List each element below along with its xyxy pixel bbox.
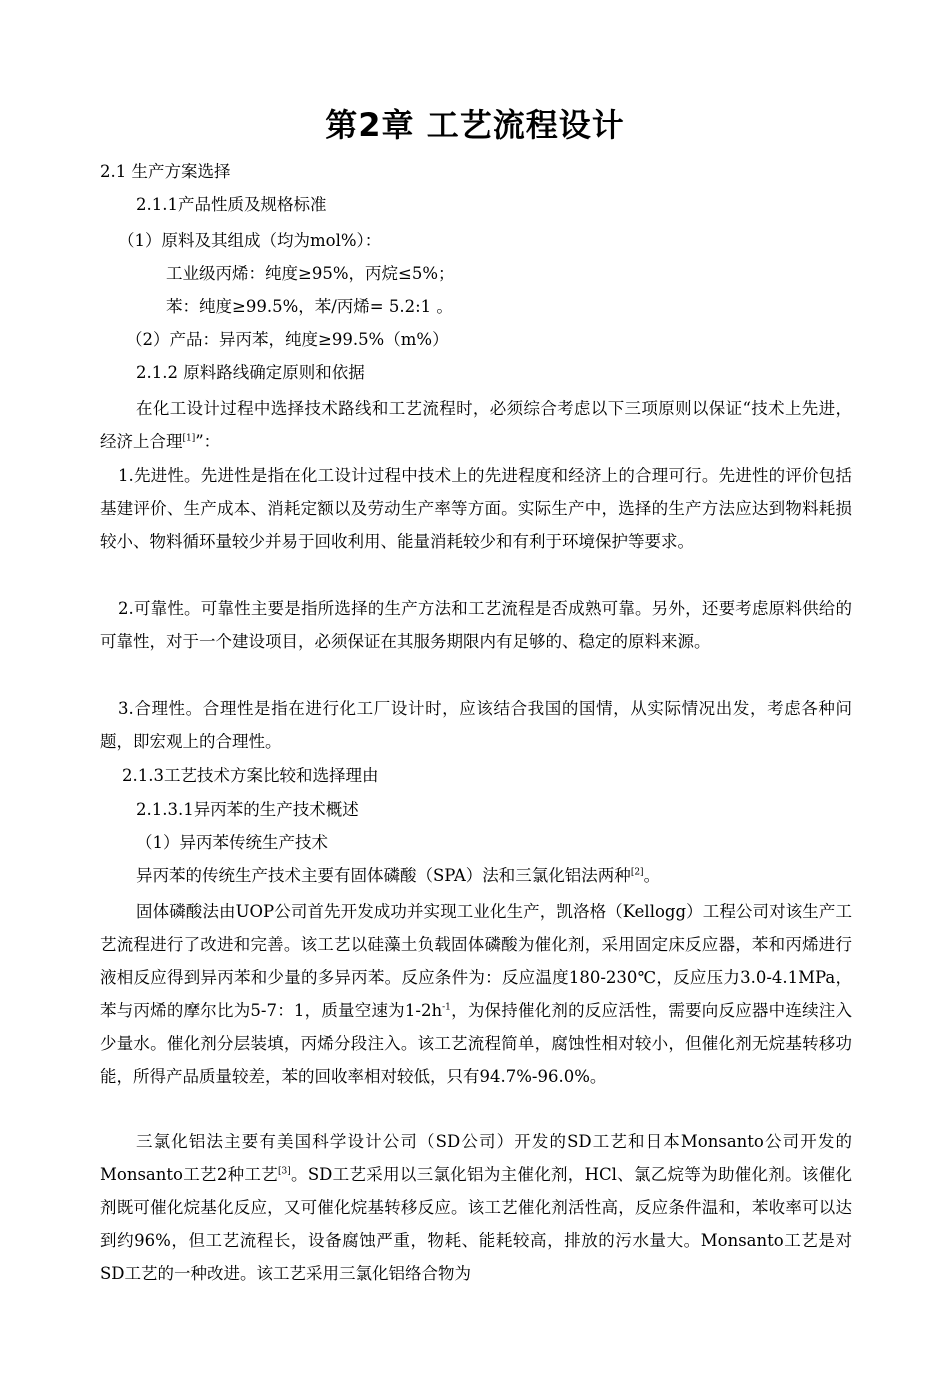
principle-reliable-paragraph: 2.可靠性。可靠性主要是指所选择的生产方法和工艺流程是否成熟可靠。另外，还要考虑原料供给的可靠性，对于一个建设项目，必须保证在其服务期限内有足够的、稳定的原料来源。 (100, 599, 852, 651)
principle-rational-paragraph: 3.合理性。合理性是指在进行化工厂设计时，应该结合我国的国情，从实际情况出发，考虑各种问题，即宏观上的合理性。 (100, 699, 852, 751)
product-spec: （2）产品：异丙苯，纯度≥99.5%（m%） (126, 330, 449, 349)
principle-intro-paragraph: 在化工设计过程中选择技术路线和工艺流程时，必须综合考虑以下三项原则以保证“技术上先进，经济上合理[1]”： (100, 399, 852, 451)
traditional-tech-intro: 异丙苯的传统生产技术主要有固体磷酸（SPA）法和三氯化铝法两种[2]。 (136, 866, 661, 885)
raw-material-heading: （1）原料及其组成（均为mol%）： (118, 231, 382, 250)
subsection-heading-2-1-3-1: 2.1.3.1异丙苯的生产技术概述 (136, 800, 359, 819)
alcl3-process-paragraph: 三氯化铝法主要有美国科学设计公司（SD公司）开发的SD工艺和日本Monsanto公司开发的Monsanto工艺2种工艺[3]。SD工艺采用以三氯化铝为主催化剂，HCl、氯乙烷等为助催化剂。该催化剂既可催化烷基化反应，又可催化烷基转移反应。该工艺催化剂活性高，反应条件温和，苯收率可以达到约96%，但工艺流程长，设备腐蚀严重，物耗、能耗较高，排放的污水量大。Monsanto工艺是对SD工艺的一种改进。该工艺采用三氯化铝络合物为 (100, 1132, 852, 1283)
propylene-spec: 工业级丙烯：纯度≥95%，丙烷≤5%； (166, 264, 455, 283)
principle-advanced-paragraph: 1.先进性。先进性是指在化工设计过程中技术上的先进程度和经济上的合理可行。先进性的评价包括基建评价、生产成本、消耗定额以及劳动生产率等方面。实际生产中，选择的生产方法应达到物料耗损较小、物料循环量较少并易于回收利用、能量消耗较少和有利于环境保护等要求。 (100, 466, 852, 551)
subsection-heading-2-1-3: 2.1.3工艺技术方案比较和选择理由 (122, 766, 379, 785)
chapter-title: 第2章 工艺流程设计 (325, 106, 625, 144)
subsection-heading-2-1-1: 2.1.1产品性质及规格标准 (136, 195, 327, 214)
citation-2[interactable]: [2] (630, 867, 644, 878)
citation-3[interactable]: [3] (278, 1166, 291, 1177)
section-heading-2-1: 2.1 生产方案选择 (100, 162, 231, 181)
spa-process-paragraph: 固体磷酸法由UOP公司首先开发成功并实现工业化生产，凯洛格（Kellogg）工程公司对该生产工艺流程进行了改进和完善。该工艺以硅藻土负载固体磷酸为催化剂，采用固定床反应器，苯和丙烯进行液相反应得到异丙苯和少量的多异丙苯。反应条件为：反应温度180-230℃，反应压力3.0-4.1MPa，苯与丙烯的摩尔比为5-7：1，质量空速为$1-2h^{-1}$，为保持催化剂的反应活性，需要向反应器中连续注入少量水。催化剂分层装填，丙烯分段注入。该工艺流程简单，腐蚀性相对较小，但催化剂无烷基转移功能，所得产品质量较差，苯的回收率相对较低，只有94.7%-96.0%。 (100, 902, 852, 1086)
citation-1[interactable]: [1] (182, 433, 196, 444)
benzene-spec: 苯：纯度≥99.5%，苯/丙烯= 5.2:1 。 (166, 297, 453, 316)
subsection-heading-2-1-2: 2.1.2 原料路线确定原则和依据 (136, 363, 365, 382)
traditional-tech-heading: （1）异丙苯传统生产技术 (136, 833, 328, 852)
